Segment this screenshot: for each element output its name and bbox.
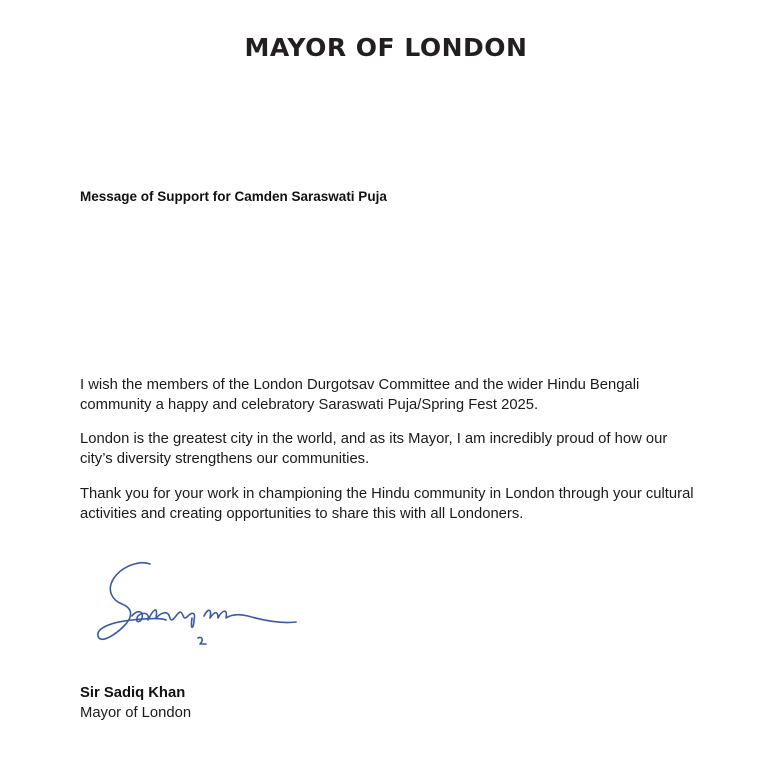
paragraph-line: activities and creating opportunities to share this with all Londoners. xyxy=(80,506,524,522)
letter-paragraph-3 xyxy=(80,484,720,524)
handwritten-signature xyxy=(92,556,307,666)
signature-stroke xyxy=(98,563,166,639)
letter-subject: Message of Support for Camden Saraswati Puja xyxy=(80,189,387,204)
paragraph-line: city’s diversity strengthens our communities. xyxy=(80,451,370,467)
paragraph-line: London is the greatest city in the world, and as its Mayor, I am incredibly proud of how our xyxy=(80,431,668,447)
letter-paragraph-1 xyxy=(80,375,720,415)
signature-stroke xyxy=(198,637,206,644)
paragraph-line: I wish the members of the London Durgotsav Committee and the wider Hindu Bengali xyxy=(80,377,640,393)
paragraph-line: Thank you for your work in championing the Hindu community in London through your cultural xyxy=(80,486,694,502)
letterhead-title: MAYOR OF LONDON xyxy=(244,33,528,62)
signatory-name: Sir Sadiq Khan xyxy=(80,685,186,701)
signature-stroke xyxy=(204,610,296,622)
signatory-title: Mayor of London xyxy=(80,705,192,721)
paragraph-line: community a happy and celebratory Saraswati Puja/Spring Fest 2025. xyxy=(80,397,539,413)
letterhead xyxy=(0,33,772,62)
letter-paragraph-2 xyxy=(80,429,720,469)
